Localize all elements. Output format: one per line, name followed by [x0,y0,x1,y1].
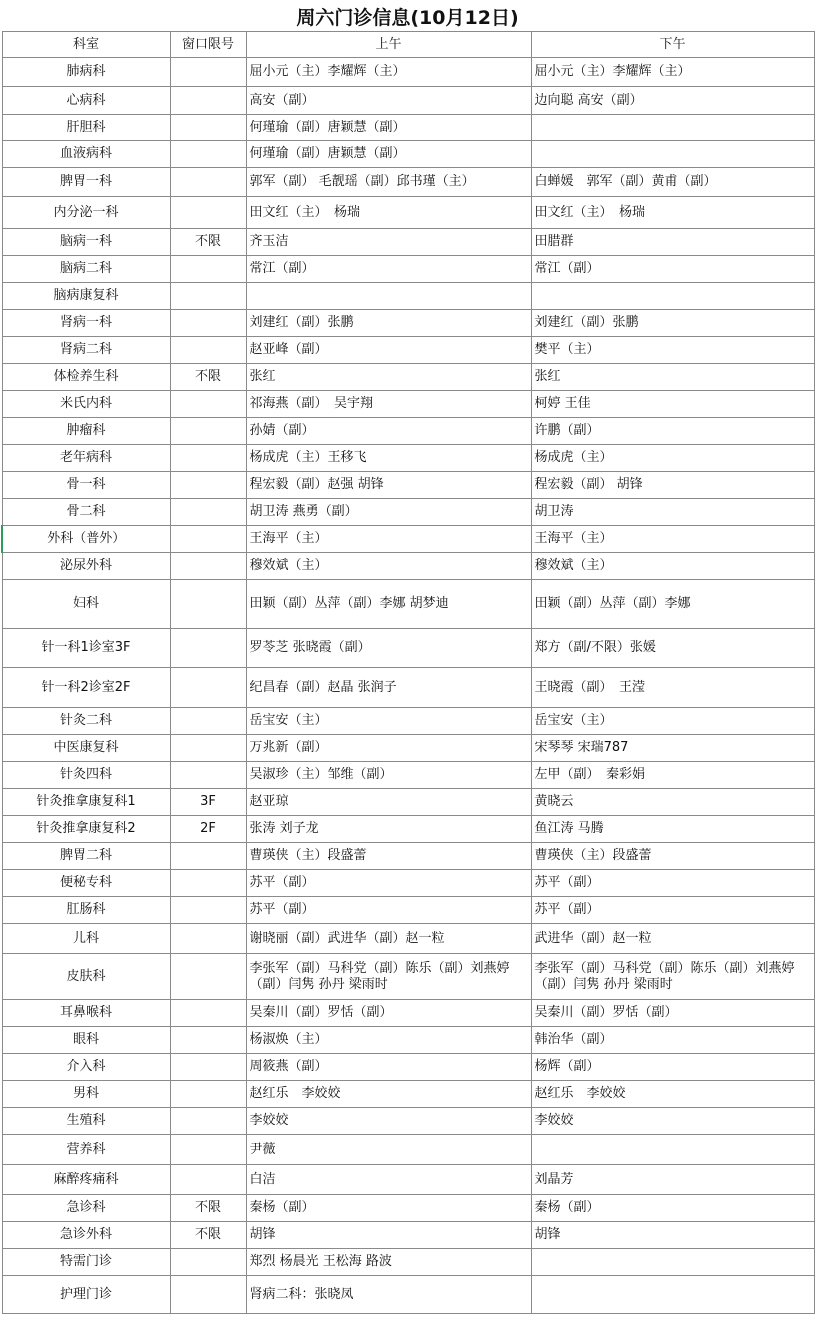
morning-cell: 赵红乐 李姣姣 [246,1081,531,1108]
limit-cell: 2F [170,816,246,843]
morning-cell: 岳宝安（主） [246,708,531,735]
dept-cell: 外科（普外） [2,526,170,553]
morning-cell: 尹薇 [246,1135,531,1165]
limit-cell [170,58,246,87]
limit-cell [170,1165,246,1195]
dept-cell: 儿科 [2,924,170,954]
table-row [2,197,814,229]
limit-cell [170,391,246,418]
table-row [2,256,814,283]
limit-cell [170,870,246,897]
limit-cell [170,499,246,526]
afternoon-cell [531,115,814,141]
dept-cell: 脾胃二科 [2,843,170,870]
morning-cell: 郑烈 杨晨光 王松海 路波 [246,1249,531,1276]
morning-cell: 赵亚琼 [246,789,531,816]
dept-cell: 皮肤科 [2,954,170,1000]
table-row [2,141,814,168]
afternoon-cell: 左甲（副） 秦彩娟 [531,762,814,789]
dept-cell: 米氏内科 [2,391,170,418]
afternoon-cell: 胡锋 [531,1222,814,1249]
afternoon-cell: 边向聪 高安（副） [531,87,814,115]
table-row [2,1195,814,1222]
morning-cell: 田颖（副）丛萍（副）李娜 胡梦迪 [246,580,531,629]
morning-cell: 胡锋 [246,1222,531,1249]
afternoon-cell: 赵红乐 李姣姣 [531,1081,814,1108]
table-row [2,526,814,553]
table-row [2,310,814,337]
column-header-limit: 窗口限号 [170,32,246,58]
limit-cell [170,668,246,708]
dept-cell: 脾胃一科 [2,168,170,197]
afternoon-cell: 宋琴琴 宋瑞787 [531,735,814,762]
morning-cell: 纪昌春（副）赵晶 张润子 [246,668,531,708]
dept-cell: 便秘专科 [2,870,170,897]
dept-cell: 肝胆科 [2,115,170,141]
table-row [2,668,814,708]
header-row [2,32,814,58]
afternoon-cell: 胡卫涛 [531,499,814,526]
afternoon-cell: 杨辉（副） [531,1054,814,1081]
table-row [2,445,814,472]
limit-cell [170,1054,246,1081]
limit-cell: 不限 [170,364,246,391]
limit-cell [170,1276,246,1314]
morning-cell: 万兆新（副） [246,735,531,762]
limit-cell [170,472,246,499]
table-row [2,870,814,897]
morning-cell: 白洁 [246,1165,531,1195]
afternoon-cell: 鱼江涛 马腾 [531,816,814,843]
table-row [2,1222,814,1249]
afternoon-cell [531,283,814,310]
limit-cell [170,1027,246,1054]
afternoon-cell: 李姣姣 [531,1108,814,1135]
table-row [2,58,814,87]
afternoon-cell: 刘建红（副）张鹏 [531,310,814,337]
table-row [2,337,814,364]
limit-cell [170,553,246,580]
afternoon-cell: 郑方（副/不限）张媛 [531,629,814,668]
morning-cell: 穆效斌（主） [246,553,531,580]
afternoon-cell: 黄晓云 [531,789,814,816]
morning-cell: 王海平（主） [246,526,531,553]
table-row [2,499,814,526]
limit-cell: 不限 [170,229,246,256]
table-row [2,735,814,762]
limit-cell [170,954,246,1000]
limit-cell [170,337,246,364]
morning-cell: 刘建红（副）张鹏 [246,310,531,337]
table-row [2,229,814,256]
morning-cell: 苏平（副） [246,870,531,897]
dept-cell: 肺病科 [2,58,170,87]
morning-cell: 祁海燕（副） 吴宇翔 [246,391,531,418]
afternoon-cell: 苏平（副） [531,897,814,924]
table-row [2,115,814,141]
table-row [2,789,814,816]
dept-cell: 针灸推拿康复科1 [2,789,170,816]
morning-cell: 孙婧（副） [246,418,531,445]
limit-cell [170,87,246,115]
afternoon-cell: 韩治华（副） [531,1027,814,1054]
morning-cell: 程宏毅（副）赵强 胡锋 [246,472,531,499]
morning-cell: 何瑾瑜（副）唐颖慧（副） [246,115,531,141]
morning-cell: 何瑾瑜（副）唐颖慧（副） [246,141,531,168]
dept-cell: 肿瘤科 [2,418,170,445]
limit-cell [170,168,246,197]
morning-cell: 胡卫涛 燕勇（副） [246,499,531,526]
afternoon-cell: 李张军（副）马科党（副）陈乐（副）刘燕婷（副）闫隽 孙丹 梁雨时 [531,954,814,1000]
afternoon-cell: 秦杨（副） [531,1195,814,1222]
table-row [2,418,814,445]
afternoon-cell: 王海平（主） [531,526,814,553]
table-row [2,553,814,580]
morning-cell: 赵亚峰（副） [246,337,531,364]
dept-cell: 脑病二科 [2,256,170,283]
limit-cell [170,735,246,762]
morning-cell: 周筱燕（副） [246,1054,531,1081]
dept-cell: 内分泌一科 [2,197,170,229]
limit-cell: 3F [170,789,246,816]
morning-cell [246,283,531,310]
table-row [2,1000,814,1027]
afternoon-cell: 武进华（副）赵一粒 [531,924,814,954]
afternoon-cell: 田腊群 [531,229,814,256]
morning-cell: 秦杨（副） [246,1195,531,1222]
morning-cell: 肾病二科：张晓凤 [246,1276,531,1314]
dept-cell: 泌尿外科 [2,553,170,580]
limit-cell: 不限 [170,1195,246,1222]
table-row [2,364,814,391]
dept-cell: 急诊外科 [2,1222,170,1249]
table-row [2,87,814,115]
dept-cell: 生殖科 [2,1108,170,1135]
morning-cell: 李张军（副）马科党（副）陈乐（副）刘燕婷（副）闫隽 孙丹 梁雨时 [246,954,531,1000]
table-row [2,1108,814,1135]
afternoon-cell: 刘晶芳 [531,1165,814,1195]
dept-cell: 血液病科 [2,141,170,168]
limit-cell [170,897,246,924]
limit-cell: 不限 [170,1222,246,1249]
limit-cell [170,1249,246,1276]
morning-cell: 张红 [246,364,531,391]
morning-cell: 田文红（主） 杨瑞 [246,197,531,229]
table-row [2,843,814,870]
table-row [2,1165,814,1195]
limit-cell [170,115,246,141]
morning-cell: 张涛 刘子龙 [246,816,531,843]
dept-cell: 肾病一科 [2,310,170,337]
dept-cell: 肾病二科 [2,337,170,364]
morning-cell: 齐玉洁 [246,229,531,256]
dept-cell: 急诊科 [2,1195,170,1222]
morning-cell: 罗苓芝 张晓霞（副） [246,629,531,668]
morning-cell: 高安（副） [246,87,531,115]
afternoon-cell: 岳宝安（主） [531,708,814,735]
limit-cell [170,141,246,168]
table-row [2,1135,814,1165]
dept-cell: 耳鼻喉科 [2,1000,170,1027]
page-title: 周六门诊信息(10月12日) [296,7,519,29]
dept-cell: 麻醉疼痛科 [2,1165,170,1195]
afternoon-cell: 程宏毅（副） 胡锋 [531,472,814,499]
table-row [2,580,814,629]
limit-cell [170,1135,246,1165]
afternoon-cell: 吴秦川（副）罗恬（副） [531,1000,814,1027]
afternoon-cell: 许鹏（副） [531,418,814,445]
column-header-pm: 下午 [531,32,814,58]
table-row [2,954,814,1000]
dept-cell: 老年病科 [2,445,170,472]
table-row [2,708,814,735]
table-row [2,629,814,668]
morning-cell: 屈小元（主）李耀辉（主） [246,58,531,87]
afternoon-cell [531,1249,814,1276]
dept-cell: 心病科 [2,87,170,115]
morning-cell: 杨成虎（主）王移飞 [246,445,531,472]
limit-cell [170,924,246,954]
column-header-am: 上午 [246,32,531,58]
afternoon-cell: 田文红（主） 杨瑞 [531,197,814,229]
morning-cell: 吴秦川（副）罗恬（副） [246,1000,531,1027]
dept-cell: 男科 [2,1081,170,1108]
table-row [2,283,814,310]
table-row [2,1027,814,1054]
table-row [2,816,814,843]
dept-cell: 介入科 [2,1054,170,1081]
morning-cell: 杨淑焕（主） [246,1027,531,1054]
table-row [2,924,814,954]
dept-cell: 针一科2诊室2F [2,668,170,708]
afternoon-cell: 张红 [531,364,814,391]
afternoon-cell: 樊平（主） [531,337,814,364]
afternoon-cell: 苏平（副） [531,870,814,897]
dept-cell: 脑病一科 [2,229,170,256]
dept-cell: 体检养生科 [2,364,170,391]
table-row [2,762,814,789]
limit-cell [170,629,246,668]
afternoon-cell: 曹瑛侠（主）段盛蕾 [531,843,814,870]
limit-cell [170,526,246,553]
limit-cell [170,1081,246,1108]
limit-cell [170,256,246,283]
limit-cell [170,1000,246,1027]
dept-cell: 骨二科 [2,499,170,526]
limit-cell [170,580,246,629]
morning-cell: 吴淑珍（主）邹维（副） [246,762,531,789]
limit-cell [170,283,246,310]
table-row [2,1054,814,1081]
dept-cell: 营养科 [2,1135,170,1165]
table-row [2,168,814,197]
morning-cell: 谢晓丽（副）武进华（副）赵一粒 [246,924,531,954]
dept-cell: 护理门诊 [2,1276,170,1314]
afternoon-cell: 杨成虎（主） [531,445,814,472]
dept-cell: 中医康复科 [2,735,170,762]
afternoon-cell [531,1135,814,1165]
afternoon-cell [531,141,814,168]
morning-cell: 郭军（副） 毛靓瑶（副）邱书瑾（主） [246,168,531,197]
morning-cell: 常江（副） [246,256,531,283]
table-row [2,1276,814,1314]
dept-cell: 针一科1诊室3F [2,629,170,668]
morning-cell: 李姣姣 [246,1108,531,1135]
afternoon-cell [531,1276,814,1314]
afternoon-cell: 屈小元（主）李耀辉（主） [531,58,814,87]
limit-cell [170,445,246,472]
table-row [2,472,814,499]
dept-cell: 肛肠科 [2,897,170,924]
morning-cell: 曹瑛侠（主）段盛蕾 [246,843,531,870]
limit-cell [170,708,246,735]
table-row [2,897,814,924]
dept-cell: 特需门诊 [2,1249,170,1276]
limit-cell [170,418,246,445]
limit-cell [170,762,246,789]
column-header-dept: 科室 [2,32,170,58]
afternoon-cell: 王晓霞（副） 王滢 [531,668,814,708]
table-row [2,391,814,418]
limit-cell [170,197,246,229]
schedule-body [2,58,814,1314]
afternoon-cell: 常江（副） [531,256,814,283]
schedule-table [1,31,815,1314]
dept-cell: 针灸推拿康复科2 [2,816,170,843]
table-row [2,1081,814,1108]
limit-cell [170,310,246,337]
dept-cell: 眼科 [2,1027,170,1054]
dept-cell: 针灸二科 [2,708,170,735]
afternoon-cell: 穆效斌（主） [531,553,814,580]
afternoon-cell: 柯婷 王佳 [531,391,814,418]
morning-cell: 苏平（副） [246,897,531,924]
limit-cell [170,1108,246,1135]
dept-cell: 针灸四科 [2,762,170,789]
dept-cell: 妇科 [2,580,170,629]
table-row [2,1249,814,1276]
dept-cell: 骨一科 [2,472,170,499]
dept-cell: 脑病康复科 [2,283,170,310]
limit-cell [170,843,246,870]
afternoon-cell: 白蝉媛 郭军（副）黄甫（副） [531,168,814,197]
afternoon-cell: 田颖（副）丛萍（副）李娜 [531,580,814,629]
